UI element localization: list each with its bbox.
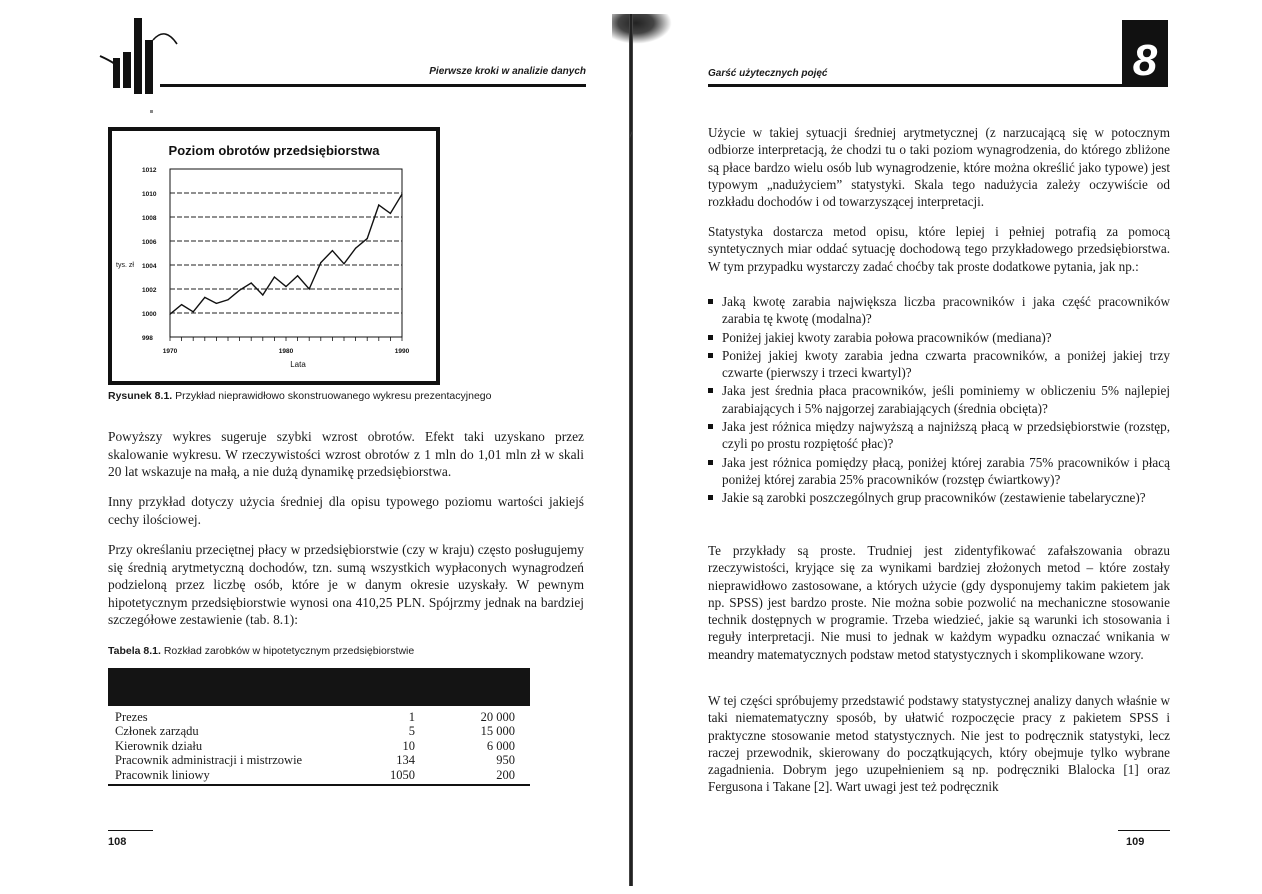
- paragraph: Statystyka dostarcza metod opisu, które lepiej i pełniej potrafią za pomocą syntetycznych miar oddać sytuację dochodową tego przykładowego przedsiębiorstwa. W tym przypadku wystarczy zadać choćby tak proste dodatkowe pytania, jak np.:: [708, 224, 1170, 274]
- margin-mark: /: [629, 128, 633, 142]
- paragraph: Użycie w takiej sytuacji średniej arytmetycznej (z narzucającą się w potocznym odbiorze interpretacją, że chodzi tu o taki poziom wynagrodzenia, do którego zbliżone są płace bardzo wielu osób lub wynagrodzenie, które można określić jako typowe) jest typowym „nadużyciem” statystyki. Skala tego nadużycia zależy oczywiście od rozkładu dochodów i od towarzyszącej interpretacji.: [708, 125, 1170, 210]
- page-number-left: 108: [108, 836, 127, 848]
- paragraph: Te przykłady są proste. Trudniej jest zidentyfikować zafałszowania obrazu rzeczywistości, kryjące się za wynikami bardziej złożonych metod – które zostały nieprawidłowo zastosowane, a których użycie (gdy dysponujemy takim pakietem jak np. SPSS) jest bardzo proste. Nie można sobie pozwolić na mechaniczne stosowanie technik dostępnych w programie. Trzeba wiedzieć, jakie są warunki ich stosowania i reguły interpretacji. Nie musi to jednak w każdym wypadku oznaczać wnikania w meandry matematycznych podstaw metod statystycznych i skomplikowane wzory.: [708, 543, 1170, 662]
- paragraph: Powyższy wykres sugeruje szybki wzrost obrotów. Efekt taki uzyskano przez skalowanie wykresu. W rzeczywistości wzrost obrotów z 1 mln do 1,01 mln zł w skali 20 lat wskazuje na małą, a nie dużą dynamikę przedsiębiorstwa.: [108, 429, 584, 480]
- cell-salary: 6 000: [486, 738, 515, 753]
- chart-y-tick-label: 1008: [142, 215, 157, 222]
- chart-y-tick-label: 1004: [142, 263, 157, 270]
- cell-salary: 950: [496, 753, 515, 768]
- list-item: Jaka jest średnia płaca pracowników, jeśli pominiemy w obliczeniu 5% najlepiej zarabiających i 5% najgorzej zarabiających (średnia obcięta)?: [708, 382, 1170, 417]
- page-number-rule: [1118, 830, 1170, 831]
- cell-count: 10: [402, 738, 415, 753]
- chart-y-tick-label: 1010: [142, 191, 157, 198]
- cell-count: 5: [408, 724, 415, 739]
- chart-y-tick-label: 998: [142, 335, 153, 342]
- cell-count: 1: [408, 710, 415, 724]
- question-list: [708, 293, 1170, 508]
- chart-x-tick-label: 1980: [278, 348, 294, 355]
- chapter-number-badge: 8: [1122, 20, 1168, 87]
- cell-position: Pracownik liniowy: [115, 767, 210, 782]
- cell-position: Pracownik administracji i mistrzowie: [115, 753, 303, 768]
- chart-y-tick-label: 1002: [142, 287, 157, 294]
- chart-x-tick-label: 1990: [394, 348, 410, 355]
- cell-salary: 15 000: [480, 724, 515, 739]
- chart-y-tick-label: 1000: [142, 311, 157, 318]
- list-item: Poniżej jakiej kwoty zarabia jedna czwarta pracowników, a poniżej jakiej trzy czwarte (pierwszy i trzeci kwartyl)?: [708, 347, 1170, 382]
- chart-y-tick-label: 1006: [142, 239, 157, 246]
- page-number-right: 109: [1126, 836, 1145, 848]
- cell-position: Członek zarządu: [115, 724, 199, 739]
- chart-y-tick-label: 1012: [142, 167, 157, 174]
- table-caption-text: Rozkład zarobków w hipotetycznym przedsiębiorstwie: [163, 645, 415, 657]
- chart-x-tick-label: 1970: [162, 348, 178, 355]
- paragraph: Inny przykład dotyczy użycia średniej dla opisu typowego poziomu wartości jakiejś cechy ilościowej.: [108, 494, 584, 527]
- list-item: Jaką kwotę zarabia największa liczba pracowników i jaka część pracowników zarabia tę kwotę (modalna)?: [708, 293, 1170, 328]
- figure-caption-label: Rysunek 8.1.: [108, 390, 173, 402]
- cell-count: 1050: [390, 767, 415, 782]
- paragraph: Przy określaniu przeciętnej płacy w przedsiębiorstwie (czy w kraju) często posługujemy się średnią arytmetyczną dochodów, tzn. sumą wszystkich wypłaconych wynagrodzeń podzieloną przez liczbę osób, które je w danym okresie uzyskały. W pewnym hipotetycznym przedsiębiorstwie wynosi ona 410,25 PLN. Spójrzmy jednak na bardziej szczegółowe zestawienie (tab. 8.1):: [108, 542, 584, 628]
- chart-xlabel: Lata: [290, 360, 306, 369]
- list-item: Jakie są zarobki poszczególnych grup pracowników (zestawienie tabelaryczne)?: [708, 489, 1170, 506]
- list-item: Jaka jest różnica między najwyższą a najniższą płacą w przedsiębiorstwie (rozstęp, czyli po prostu rozpiętość płac)?: [708, 418, 1170, 453]
- paragraph: W tej części spróbujemy przedstawić podstawy statystycznej analizy danych właśnie w taki niematematyczny sposób, by ułatwić rozpoczęcie pracy z pakietem SPSS i praktyczne stosowanie metod statystycznych. Nie jest to podręcznik statystyki, lecz raczej przewodnik, skierowany do początkujących, który obejmuje tylko wybrane zagadnienia. Dobrym jego uzupełnieniem są np. podręczniki Blalocka [1] oraz Fergusona i Takane [2]. Wart uwagi jest też podręcznik: [708, 693, 1170, 795]
- figure-caption-text: Przykład nieprawidłowo skonstruowanego wykresu prezentacyjnego: [175, 390, 492, 402]
- cell-salary: 20 000: [480, 710, 515, 724]
- running-header-left: Pierwsze kroki w analizie danych: [429, 66, 586, 77]
- cell-position: Prezes: [115, 710, 148, 724]
- header-rule-right: [708, 84, 1122, 87]
- running-header-right: Garść użytecznych pojęć: [708, 68, 828, 79]
- chart-title: Poziom obrotów przedsiębiorstwa: [168, 143, 380, 158]
- list-item: Jaka jest różnica pomiędzy płacą, poniżej której zarabia 75% pracowników i płacą poniżej której zarabia 25% pracowników (rozstęp ćwiartkowy)?: [708, 454, 1170, 489]
- list-item: Poniżej jakiej kwoty zarabia połowa pracowników (mediana)?: [708, 329, 1170, 346]
- cell-count: 134: [396, 753, 415, 768]
- chart-ylabel: tys. zł: [116, 262, 134, 269]
- cell-position: Kierownik działu: [115, 738, 203, 753]
- cell-salary: 200: [496, 767, 515, 782]
- table-caption-label: Tabela 8.1.: [108, 645, 161, 657]
